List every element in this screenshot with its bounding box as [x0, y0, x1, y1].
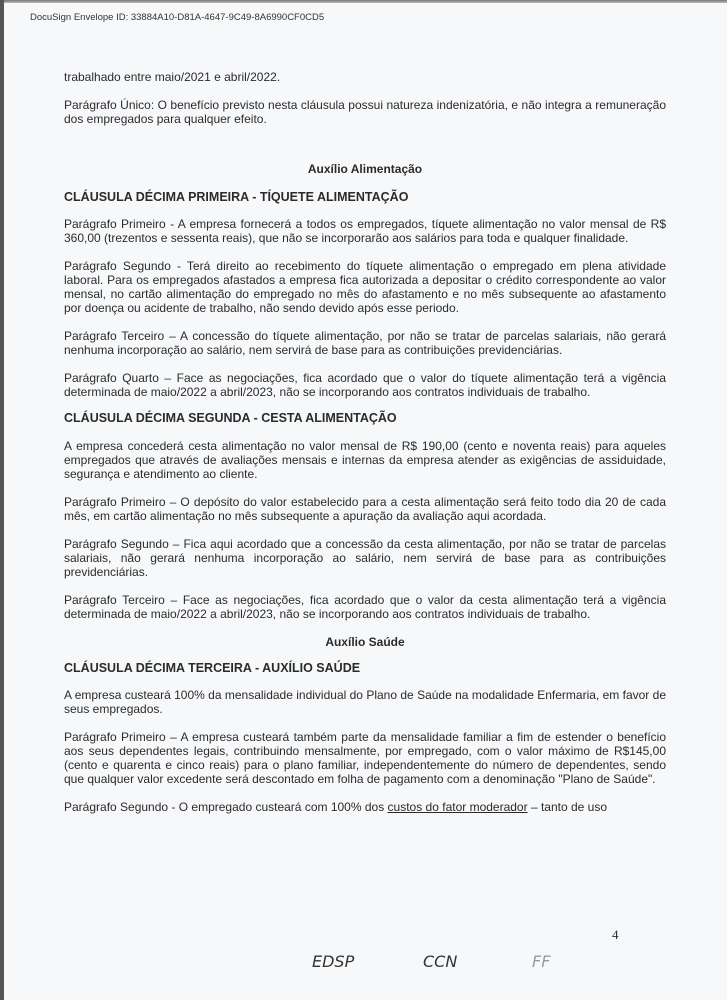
paragraph: Parágrafo Primeiro – O depósito do valor estabelecido para a cesta alimentação será feito todo dia 20 de cada mês, em cartão alimentação no mês subsequente a apuração da avaliação aqui acordada. — [64, 495, 666, 523]
paragraph — [64, 800, 666, 814]
scan-top-edge — [0, 0, 727, 3]
clause-heading: CLÁUSULA DÉCIMA TERCEIRA - AUXÍLIO SAÚDE — [64, 661, 361, 675]
clause-heading: CLÁUSULA DÉCIMA SEGUNDA - CESTA ALIMENTAÇÃO — [64, 411, 397, 425]
paragraph: Parágrafo Terceiro – A concessão do tíquete alimentação, por não se tratar de parcelas salariais, não gerará nenhuma incorporação ao salário, nem servirá de base para as contribuições previdenciárias. — [64, 329, 666, 357]
section-heading: Auxílio Alimentação — [307, 162, 423, 176]
scan-left-edge — [0, 0, 4, 1000]
paragraph: Parágrafo Primeiro – A empresa custeará também parte da mensalidade familiar a fim de estender o benefício aos seus dependentes legais, contribuindo mensalmente, por empregado, com o valor máximo de R$145,00 (cento e quarenta e cinco reais) para o plano familiar, independentemente do número de dependentes, sendo que qualquer valor excedente será descontado em folha de pagamento com a denominação "Plano de Saúde". — [64, 730, 666, 786]
paragraph: trabalhado entre maio/2021 e abril/2022. — [64, 70, 281, 84]
page-number: 4 — [612, 927, 619, 942]
paragraph: Parágrafo Segundo - Terá direito ao recebimento do tíquete alimentação o empregado em plena atividade laboral. Para os empregados afastados a empresa fica autorizada a depositar o crédito correspondente ao valor mensal, no cartão alimentação do empregado no mês do afastamento e no mês subsequente ao afastamento por doença ou acidente de trabalho, não sendo devido após esse periodo. — [64, 259, 666, 315]
document-body — [64, 70, 666, 814]
text: – tanto de uso — [527, 800, 608, 814]
initials-signature: EDSP — [312, 952, 355, 971]
underlined-text: custos do fator moderador — [387, 800, 528, 814]
docusign-envelope-id: DocuSign Envelope ID: 33884A10-D81A-4647-9C49-8A6990CF0CD5 — [30, 12, 325, 23]
paragraph: Parágrafo Quarto – Face as negociações, fica acordado que o valor do tíquete alimentação terá a vigência determinada de maio/2022 a abril/2023, não se incorporando aos contratos individuais de trabalho. — [64, 371, 666, 399]
section-heading: Auxílio Saúde — [325, 635, 405, 649]
paragraph: Parágrafo Terceiro – Face as negociações, fica acordado que o valor da cesta alimentação terá a vigência determinada de maio/2022 a abril/2023, não se incorporando aos contratos individuais de trabalho. — [64, 593, 666, 621]
text: Parágrafo Segundo - O empregado custeará com 100% dos — [64, 800, 388, 814]
paragraph: Parágrafo Segundo – Fica aqui acordado que a concessão da cesta alimentação, por não se tratar de parcelas salariais, não gerará nenhuma incorporação ao salário, nem servirá de base para as contribuições previdenciárias. — [64, 537, 666, 579]
paragraph: A empresa custeará 100% da mensalidade individual do Plano de Saúde na modalidade Enfermaria, em favor de seus empregados. — [64, 688, 666, 716]
initials-signature: CCN — [423, 952, 458, 971]
clause-heading: CLÁUSULA DÉCIMA PRIMEIRA - TÍQUETE ALIMENTAÇÃO — [64, 190, 409, 204]
paragraph: A empresa concederá cesta alimentação no valor mensal de R$ 190,00 (cento e noventa reais) para aqueles empregados que através de avaliações mensais e internas da empresa atender as exigências de assiduidade, segurança e atendimento ao cliente. — [64, 439, 666, 481]
paragraph: Parágrafo Primeiro - A empresa fornecerá a todos os empregados, tíquete alimentação no valor mensal de R$ 360,00 (trezentos e sessenta reais), que não se incorporarão aos salários para toda e qualquer finalidade. — [64, 217, 666, 245]
paragraph: Parágrafo Único: O benefício previsto nesta cláusula possui natureza indenizatória, e não integra a remuneração dos empregados para qualquer efeito. — [64, 98, 666, 126]
initials-signature: FF — [532, 952, 551, 971]
